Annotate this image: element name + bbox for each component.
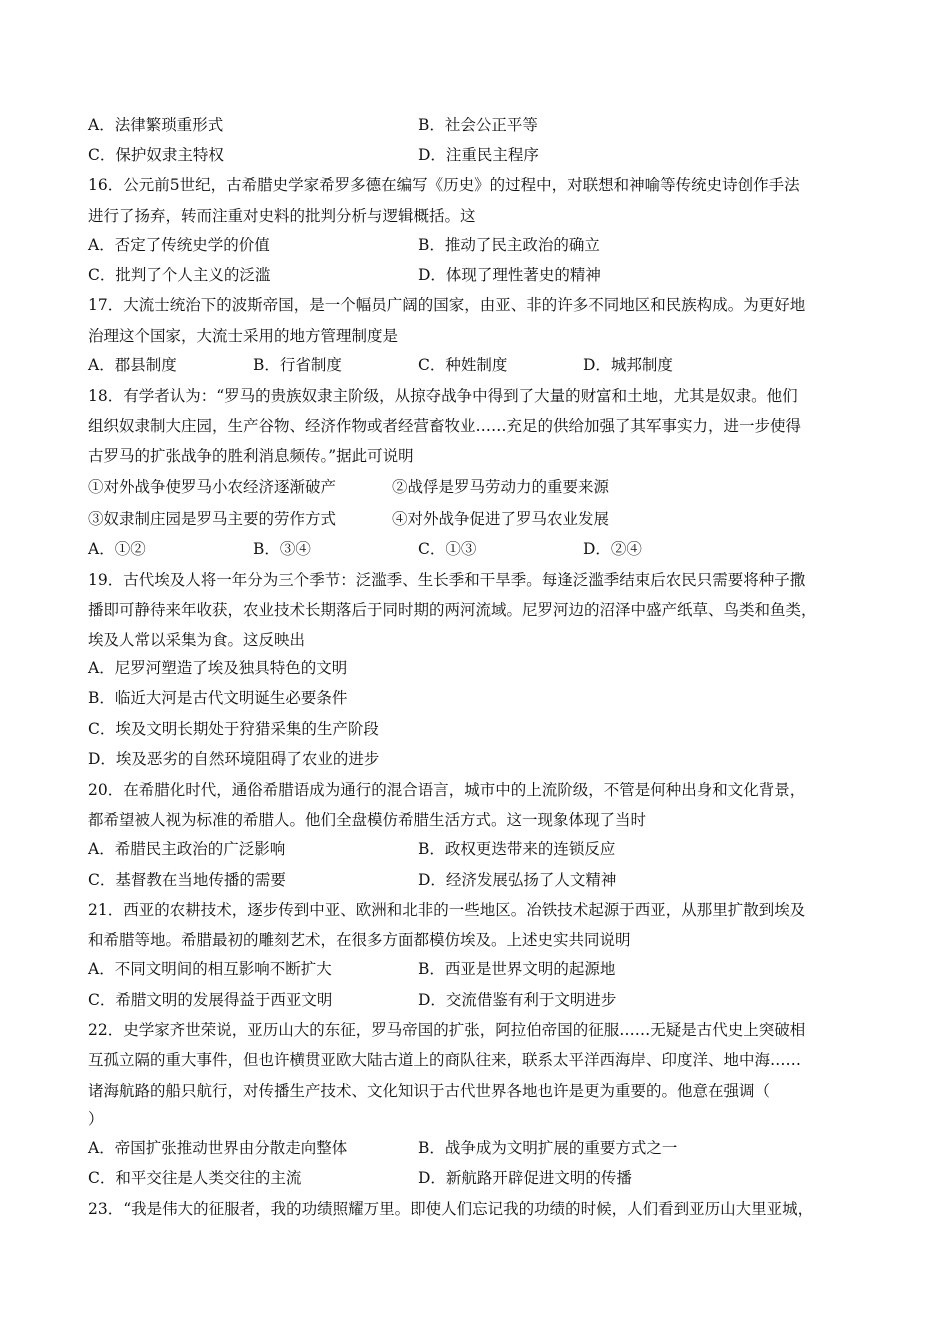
q20-stem-line2: 都希望被人视为标准的希腊人。他们全盘模仿希腊生活方式。这一现象体现了当时 — [88, 811, 647, 829]
q18-statement-1: ①对外战争使罗马小农经济逐渐破产 — [88, 478, 337, 496]
q15-option-d: D．注重民主程序 — [418, 146, 539, 164]
q22-option-c: C．和平交往是人类交往的主流 — [88, 1169, 302, 1187]
q16-option-c: C．批判了个人主义的泛滥 — [88, 266, 271, 284]
q16-stem-line2: 进行了扬弃，转而注重对史料的批判分析与逻辑概括。这 — [88, 207, 476, 225]
q18-statement-3: ③奴隶制庄园是罗马主要的劳作方式 — [88, 510, 337, 528]
q20-option-b: B．政权更迭带来的连锁反应 — [418, 840, 616, 858]
q19-option-b: B．临近大河是古代文明诞生必要条件 — [88, 689, 348, 707]
q20-option-d: D．经济发展弘扬了人文精神 — [418, 871, 617, 889]
q15-option-a: A．法律繁琐重形式 — [88, 116, 224, 134]
q17-stem-line2: 治理这个国家，大流士采用的地方管理制度是 — [88, 327, 399, 345]
q22-stem-line4: ） — [88, 1110, 104, 1128]
q18-option-b: B．③④ — [253, 540, 311, 558]
q17-option-b: B．行省制度 — [253, 356, 342, 374]
q18-stem-line3: 古罗马的扩张战争的胜利消息频传。”据此可说明 — [88, 447, 414, 465]
q20-option-a: A．希腊民主政治的广泛影响 — [88, 840, 286, 858]
q22-stem-line2: 互孤立隔的重大事件，但也许横贯亚欧大陆古道上的商队往来，联系太平洋西海岸、印度洋、地中海…… — [88, 1051, 802, 1069]
q18-statement-4: ④对外战争促进了罗马农业发展 — [392, 510, 610, 528]
q19-option-c: C．埃及文明长期处于狩猎采集的生产阶段 — [88, 720, 379, 738]
q15-option-c: C．保护奴隶主特权 — [88, 146, 224, 164]
q15-option-b: B．社会公正平等 — [418, 116, 538, 134]
q21-stem-line1: 21．西亚的农耕技术，逐步传到中亚、欧洲和北非的一些地区。冶铁技术起源于西亚，从那里扩散到埃及 — [88, 901, 806, 919]
q18-statement-2: ②战俘是罗马劳动力的重要来源 — [392, 478, 610, 496]
q21-option-c: C．希腊文明的发展得益于西亚文明 — [88, 991, 333, 1009]
q19-stem-line1: 19．古代埃及人将一年分为三个季节：泛滥季、生长季和干旱季。每逢泛滥季结束后农民只需要将种子撒 — [88, 571, 806, 589]
q18-option-a: A．①② — [88, 540, 146, 558]
q16-stem-line1: 16．公元前5世纪，古希腊史学家希罗多德在编写《历史》的过程中，对联想和神喻等传统史诗创作手法 — [88, 176, 800, 194]
q18-stem-line1: 18．有学者认为：“罗马的贵族奴隶主阶级，从掠夺战争中得到了大量的财富和土地，尤其是奴隶。他们 — [88, 387, 798, 405]
q19-option-d: D．埃及恶劣的自然环境阻碍了农业的进步 — [88, 750, 380, 768]
q22-stem-line1: 22．史学家齐世荣说，亚历山大的东征，罗马帝国的扩张，阿拉伯帝国的征服……无疑是古代史上突破相 — [88, 1021, 806, 1039]
q21-option-d: D．交流借鉴有利于文明进步 — [418, 991, 617, 1009]
q16-option-a: A．否定了传统史学的价值 — [88, 236, 270, 254]
q22-option-d: D．新航路开辟促进文明的传播 — [418, 1169, 632, 1187]
q18-stem-line2: 组织奴隶制大庄园，生产谷物、经济作物或者经营畜牧业……充足的供给加强了其军事实力，进一步使得 — [88, 417, 802, 435]
q20-stem-line1: 20．在希腊化时代，通俗希腊语成为通行的混合语言，城市中的上流阶级，不管是何种出身和文化背景， — [88, 781, 806, 799]
q17-option-c: C．种姓制度 — [418, 356, 508, 374]
q18-option-d: D．②④ — [583, 540, 642, 558]
q19-option-a: A．尼罗河塑造了埃及独具特色的文明 — [88, 659, 348, 677]
q22-stem-line3: 诸海航路的船只航行，对传播生产技术、文化知识于古代世界各地也许是更为重要的。他意在强调（ — [88, 1082, 771, 1100]
q19-stem-line3: 埃及人常以采集为食。这反映出 — [88, 631, 306, 649]
q22-option-a: A．帝国扩张推动世界由分散走向整体 — [88, 1139, 348, 1157]
q23-stem-line1: 23．“我是伟大的征服者，我的功绩照耀万里。即使人们忘记我的功绩的时候，人们看到亚历山大里亚城， — [88, 1200, 814, 1218]
q21-option-b: B．西亚是世界文明的起源地 — [418, 960, 616, 978]
q17-option-d: D．城邦制度 — [583, 356, 673, 374]
q17-stem-line1: 17．大流士统治下的波斯帝国，是一个幅员广阔的国家，由亚、非的许多不同地区和民族构成。为更好地 — [88, 296, 806, 314]
q22-option-b: B．战争成为文明扩展的重要方式之一 — [418, 1139, 678, 1157]
q16-option-b: B．推动了民主政治的确立 — [418, 236, 600, 254]
q19-stem-line2: 播即可静待来年收获，农业技术长期落后于同时期的两河流域。尼罗河边的沼泽中盛产纸草、鸟类和鱼类， — [88, 601, 817, 619]
q16-option-d: D．体现了理性著史的精神 — [418, 266, 601, 284]
q21-stem-line2: 和希腊等地。希腊最初的雕刻艺术，在很多方面都模仿埃及。上述史实共同说明 — [88, 931, 631, 949]
q17-option-a: A．郡县制度 — [88, 356, 177, 374]
q21-option-a: A．不同文明间的相互影响不断扩大 — [88, 960, 332, 978]
q20-option-c: C．基督教在当地传播的需要 — [88, 871, 286, 889]
q18-option-c: C．①③ — [418, 540, 477, 558]
